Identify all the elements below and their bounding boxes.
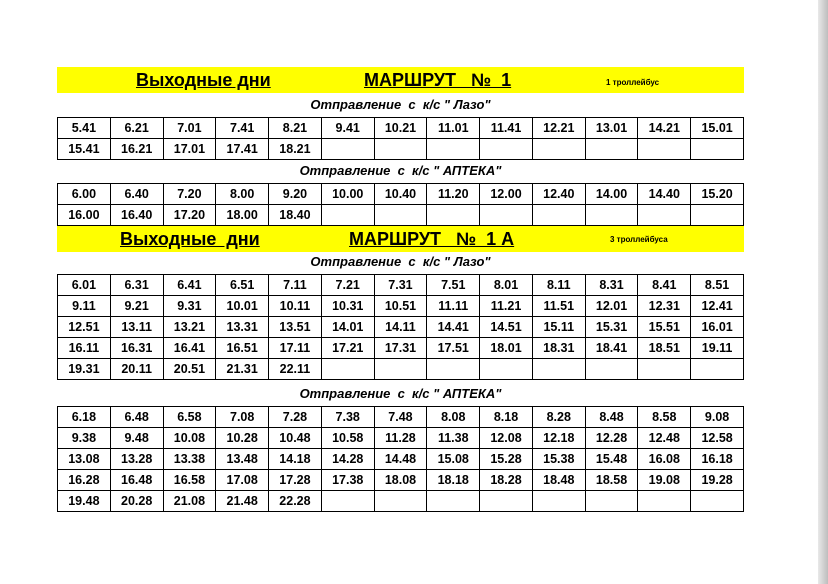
- departure-time-cell: 18.00: [216, 205, 269, 226]
- departure-time-cell: 11.51: [532, 296, 585, 317]
- departure-time-cell: 8.41: [638, 275, 691, 296]
- departure-time-cell: 11.21: [480, 296, 533, 317]
- route-1a-lazo-heading: Отправление с к/с " Лазо": [310, 254, 491, 269]
- departure-time-cell: 16.58: [163, 470, 216, 491]
- empty-cell: [532, 139, 585, 160]
- empty-cell: [321, 359, 374, 380]
- empty-cell: [638, 139, 691, 160]
- departure-time-cell: 16.51: [216, 338, 269, 359]
- departure-time-cell: 7.08: [216, 407, 269, 428]
- departure-time-cell: 6.58: [163, 407, 216, 428]
- departure-time-cell: 15.51: [638, 317, 691, 338]
- timetable-row: [58, 118, 744, 139]
- departure-time-cell: 13.28: [110, 449, 163, 470]
- departure-time-cell: 7.11: [269, 275, 322, 296]
- route-1-lazo-timetable: [57, 117, 744, 160]
- departure-time-cell: 12.01: [585, 296, 638, 317]
- departure-time-cell: 6.41: [163, 275, 216, 296]
- departure-time-cell: 8.18: [480, 407, 533, 428]
- departure-time-cell: 6.21: [110, 118, 163, 139]
- departure-time-cell: 12.51: [58, 317, 111, 338]
- departure-time-cell: 14.11: [374, 317, 427, 338]
- departure-time-cell: 12.48: [638, 428, 691, 449]
- departure-time-cell: 17.41: [216, 139, 269, 160]
- departure-time-cell: 14.51: [480, 317, 533, 338]
- route-1a-apteka-timetable: [57, 406, 744, 512]
- departure-time-cell: 19.28: [691, 470, 744, 491]
- empty-cell: [585, 139, 638, 160]
- departure-time-cell: 14.40: [638, 184, 691, 205]
- departure-time-cell: 9.31: [163, 296, 216, 317]
- departure-time-cell: 11.41: [480, 118, 533, 139]
- departure-time-cell: 6.31: [110, 275, 163, 296]
- departure-time-cell: 6.18: [58, 407, 111, 428]
- empty-cell: [427, 491, 480, 512]
- departure-time-cell: 14.48: [374, 449, 427, 470]
- departure-time-cell: 8.28: [532, 407, 585, 428]
- departure-time-cell: 10.00: [321, 184, 374, 205]
- departure-time-cell: 21.08: [163, 491, 216, 512]
- departure-time-cell: 5.41: [58, 118, 111, 139]
- departure-time-cell: 16.28: [58, 470, 111, 491]
- departure-time-cell: 9.48: [110, 428, 163, 449]
- departure-time-cell: 10.58: [321, 428, 374, 449]
- departure-time-cell: 18.28: [480, 470, 533, 491]
- timetable-row: [58, 449, 744, 470]
- empty-cell: [638, 491, 691, 512]
- empty-cell: [532, 491, 585, 512]
- departure-time-cell: 10.11: [269, 296, 322, 317]
- departure-time-cell: 10.40: [374, 184, 427, 205]
- departure-time-cell: 16.11: [58, 338, 111, 359]
- timetable-row: [58, 296, 744, 317]
- departure-time-cell: 12.00: [480, 184, 533, 205]
- route-1-apteka-heading: Отправление с к/с " АПТЕКА": [299, 163, 502, 178]
- departure-time-cell: 8.51: [691, 275, 744, 296]
- departure-time-cell: 12.58: [691, 428, 744, 449]
- departure-time-cell: 21.31: [216, 359, 269, 380]
- empty-cell: [374, 359, 427, 380]
- departure-time-cell: 18.48: [532, 470, 585, 491]
- departure-time-cell: 18.21: [269, 139, 322, 160]
- departure-time-cell: 15.41: [58, 139, 111, 160]
- departure-time-cell: 14.41: [427, 317, 480, 338]
- departure-time-cell: 13.08: [58, 449, 111, 470]
- timetable-row: [58, 491, 744, 512]
- route-1-days-label: Выходные дни: [136, 70, 271, 90]
- route-1-lazo-heading: Отправление с к/с " Лазо": [310, 97, 491, 112]
- departure-time-cell: 14.28: [321, 449, 374, 470]
- departure-time-cell: 17.38: [321, 470, 374, 491]
- departure-time-cell: 8.58: [638, 407, 691, 428]
- empty-cell: [638, 359, 691, 380]
- departure-time-cell: 9.08: [691, 407, 744, 428]
- departure-time-cell: 13.48: [216, 449, 269, 470]
- departure-time-cell: 17.01: [163, 139, 216, 160]
- departure-time-cell: 9.20: [269, 184, 322, 205]
- timetable-row: [58, 275, 744, 296]
- departure-time-cell: 12.40: [532, 184, 585, 205]
- empty-cell: [374, 139, 427, 160]
- departure-time-cell: 18.31: [532, 338, 585, 359]
- departure-time-cell: 10.48: [269, 428, 322, 449]
- timetable-row: [58, 428, 744, 449]
- departure-time-cell: 18.51: [638, 338, 691, 359]
- timetable-row: [58, 317, 744, 338]
- departure-time-cell: 8.48: [585, 407, 638, 428]
- departure-time-cell: 15.48: [585, 449, 638, 470]
- departure-time-cell: 9.21: [110, 296, 163, 317]
- departure-time-cell: 6.48: [110, 407, 163, 428]
- departure-time-cell: 15.31: [585, 317, 638, 338]
- route-1-apteka-timetable: [57, 183, 744, 226]
- empty-cell: [691, 491, 744, 512]
- route-1-header-band: [57, 67, 744, 93]
- departure-time-cell: 16.41: [163, 338, 216, 359]
- departure-time-cell: 17.11: [269, 338, 322, 359]
- departure-time-cell: 11.28: [374, 428, 427, 449]
- timetable-row: [58, 407, 744, 428]
- timetable-row: [58, 184, 744, 205]
- departure-time-cell: 20.11: [110, 359, 163, 380]
- departure-time-cell: 16.00: [58, 205, 111, 226]
- empty-cell: [585, 359, 638, 380]
- departure-time-cell: 14.00: [585, 184, 638, 205]
- empty-cell: [638, 205, 691, 226]
- departure-time-cell: 10.01: [216, 296, 269, 317]
- departure-time-cell: 13.51: [269, 317, 322, 338]
- route-1a-days-label: Выходные дни: [120, 229, 260, 249]
- departure-time-cell: 7.48: [374, 407, 427, 428]
- empty-cell: [321, 205, 374, 226]
- route-1a-vehicle-note: 3 троллейбуса: [610, 235, 668, 244]
- route-1-title: МАРШРУТ № 1: [364, 70, 512, 90]
- departure-time-cell: 8.31: [585, 275, 638, 296]
- departure-time-cell: 15.01: [691, 118, 744, 139]
- route-1-vehicle-note: 1 троллейбус: [606, 78, 660, 87]
- route-1a-lazo-timetable: [57, 274, 744, 380]
- departure-time-cell: 17.31: [374, 338, 427, 359]
- empty-cell: [532, 205, 585, 226]
- departure-time-cell: 15.38: [532, 449, 585, 470]
- departure-time-cell: 16.08: [638, 449, 691, 470]
- departure-time-cell: 14.21: [638, 118, 691, 139]
- departure-time-cell: 19.48: [58, 491, 111, 512]
- empty-cell: [691, 359, 744, 380]
- timetable-row: [58, 139, 744, 160]
- departure-time-cell: 17.28: [269, 470, 322, 491]
- empty-cell: [480, 491, 533, 512]
- departure-time-cell: 18.41: [585, 338, 638, 359]
- empty-cell: [532, 359, 585, 380]
- departure-time-cell: 8.11: [532, 275, 585, 296]
- empty-cell: [585, 491, 638, 512]
- departure-time-cell: 12.31: [638, 296, 691, 317]
- empty-cell: [321, 139, 374, 160]
- departure-time-cell: 10.21: [374, 118, 427, 139]
- departure-time-cell: 13.38: [163, 449, 216, 470]
- departure-time-cell: 16.21: [110, 139, 163, 160]
- route-1a-apteka-heading: Отправление с к/с " АПТЕКА": [299, 386, 502, 401]
- empty-cell: [427, 205, 480, 226]
- empty-cell: [374, 491, 427, 512]
- departure-time-cell: 7.28: [269, 407, 322, 428]
- departure-time-cell: 8.08: [427, 407, 480, 428]
- departure-time-cell: 9.11: [58, 296, 111, 317]
- empty-cell: [321, 491, 374, 512]
- departure-time-cell: 19.11: [691, 338, 744, 359]
- departure-time-cell: 12.18: [532, 428, 585, 449]
- empty-cell: [691, 205, 744, 226]
- departure-time-cell: 17.51: [427, 338, 480, 359]
- route-1a-title: МАРШРУТ № 1 А: [349, 229, 515, 249]
- departure-time-cell: 19.08: [638, 470, 691, 491]
- departure-time-cell: 13.31: [216, 317, 269, 338]
- departure-time-cell: 10.28: [216, 428, 269, 449]
- departure-time-cell: 22.11: [269, 359, 322, 380]
- departure-time-cell: 16.18: [691, 449, 744, 470]
- departure-time-cell: 16.40: [110, 205, 163, 226]
- departure-time-cell: 22.28: [269, 491, 322, 512]
- departure-time-cell: 13.11: [110, 317, 163, 338]
- empty-cell: [480, 205, 533, 226]
- route-1a-header-band: [57, 226, 744, 252]
- departure-time-cell: 12.41: [691, 296, 744, 317]
- departure-time-cell: 12.21: [532, 118, 585, 139]
- departure-time-cell: 11.38: [427, 428, 480, 449]
- departure-time-cell: 17.21: [321, 338, 374, 359]
- departure-time-cell: 14.18: [269, 449, 322, 470]
- departure-time-cell: 16.01: [691, 317, 744, 338]
- departure-time-cell: 7.51: [427, 275, 480, 296]
- departure-time-cell: 20.28: [110, 491, 163, 512]
- departure-time-cell: 10.08: [163, 428, 216, 449]
- departure-time-cell: 6.01: [58, 275, 111, 296]
- timetable-row: [58, 205, 744, 226]
- empty-cell: [585, 205, 638, 226]
- departure-time-cell: 21.48: [216, 491, 269, 512]
- departure-time-cell: 7.20: [163, 184, 216, 205]
- departure-time-cell: 15.28: [480, 449, 533, 470]
- departure-time-cell: 14.01: [321, 317, 374, 338]
- empty-cell: [374, 205, 427, 226]
- departure-time-cell: 7.41: [216, 118, 269, 139]
- departure-time-cell: 16.48: [110, 470, 163, 491]
- departure-time-cell: 7.01: [163, 118, 216, 139]
- departure-time-cell: 8.01: [480, 275, 533, 296]
- departure-time-cell: 12.28: [585, 428, 638, 449]
- departure-time-cell: 13.21: [163, 317, 216, 338]
- empty-cell: [480, 139, 533, 160]
- timetable-row: [58, 338, 744, 359]
- empty-cell: [427, 139, 480, 160]
- departure-time-cell: 15.20: [691, 184, 744, 205]
- departure-time-cell: 9.38: [58, 428, 111, 449]
- departure-time-cell: 18.58: [585, 470, 638, 491]
- departure-time-cell: 18.40: [269, 205, 322, 226]
- departure-time-cell: 17.08: [216, 470, 269, 491]
- empty-cell: [691, 139, 744, 160]
- page-edge-shadow: [818, 0, 828, 584]
- departure-time-cell: 10.51: [374, 296, 427, 317]
- departure-time-cell: 13.01: [585, 118, 638, 139]
- departure-time-cell: 7.38: [321, 407, 374, 428]
- timetable-row: [58, 359, 744, 380]
- departure-time-cell: 15.08: [427, 449, 480, 470]
- departure-time-cell: 20.51: [163, 359, 216, 380]
- departure-time-cell: 11.11: [427, 296, 480, 317]
- departure-time-cell: 11.01: [427, 118, 480, 139]
- departure-time-cell: 11.20: [427, 184, 480, 205]
- empty-cell: [427, 359, 480, 380]
- departure-time-cell: 6.51: [216, 275, 269, 296]
- departure-time-cell: 7.21: [321, 275, 374, 296]
- departure-time-cell: 18.08: [374, 470, 427, 491]
- departure-time-cell: 12.08: [480, 428, 533, 449]
- departure-time-cell: 17.20: [163, 205, 216, 226]
- departure-time-cell: 10.31: [321, 296, 374, 317]
- departure-time-cell: 16.31: [110, 338, 163, 359]
- departure-time-cell: 15.11: [532, 317, 585, 338]
- departure-time-cell: 8.00: [216, 184, 269, 205]
- departure-time-cell: 18.18: [427, 470, 480, 491]
- departure-time-cell: 8.21: [269, 118, 322, 139]
- departure-time-cell: 7.31: [374, 275, 427, 296]
- empty-cell: [480, 359, 533, 380]
- departure-time-cell: 6.40: [110, 184, 163, 205]
- timetable-row: [58, 470, 744, 491]
- departure-time-cell: 18.01: [480, 338, 533, 359]
- departure-time-cell: 19.31: [58, 359, 111, 380]
- departure-time-cell: 6.00: [58, 184, 111, 205]
- departure-time-cell: 9.41: [321, 118, 374, 139]
